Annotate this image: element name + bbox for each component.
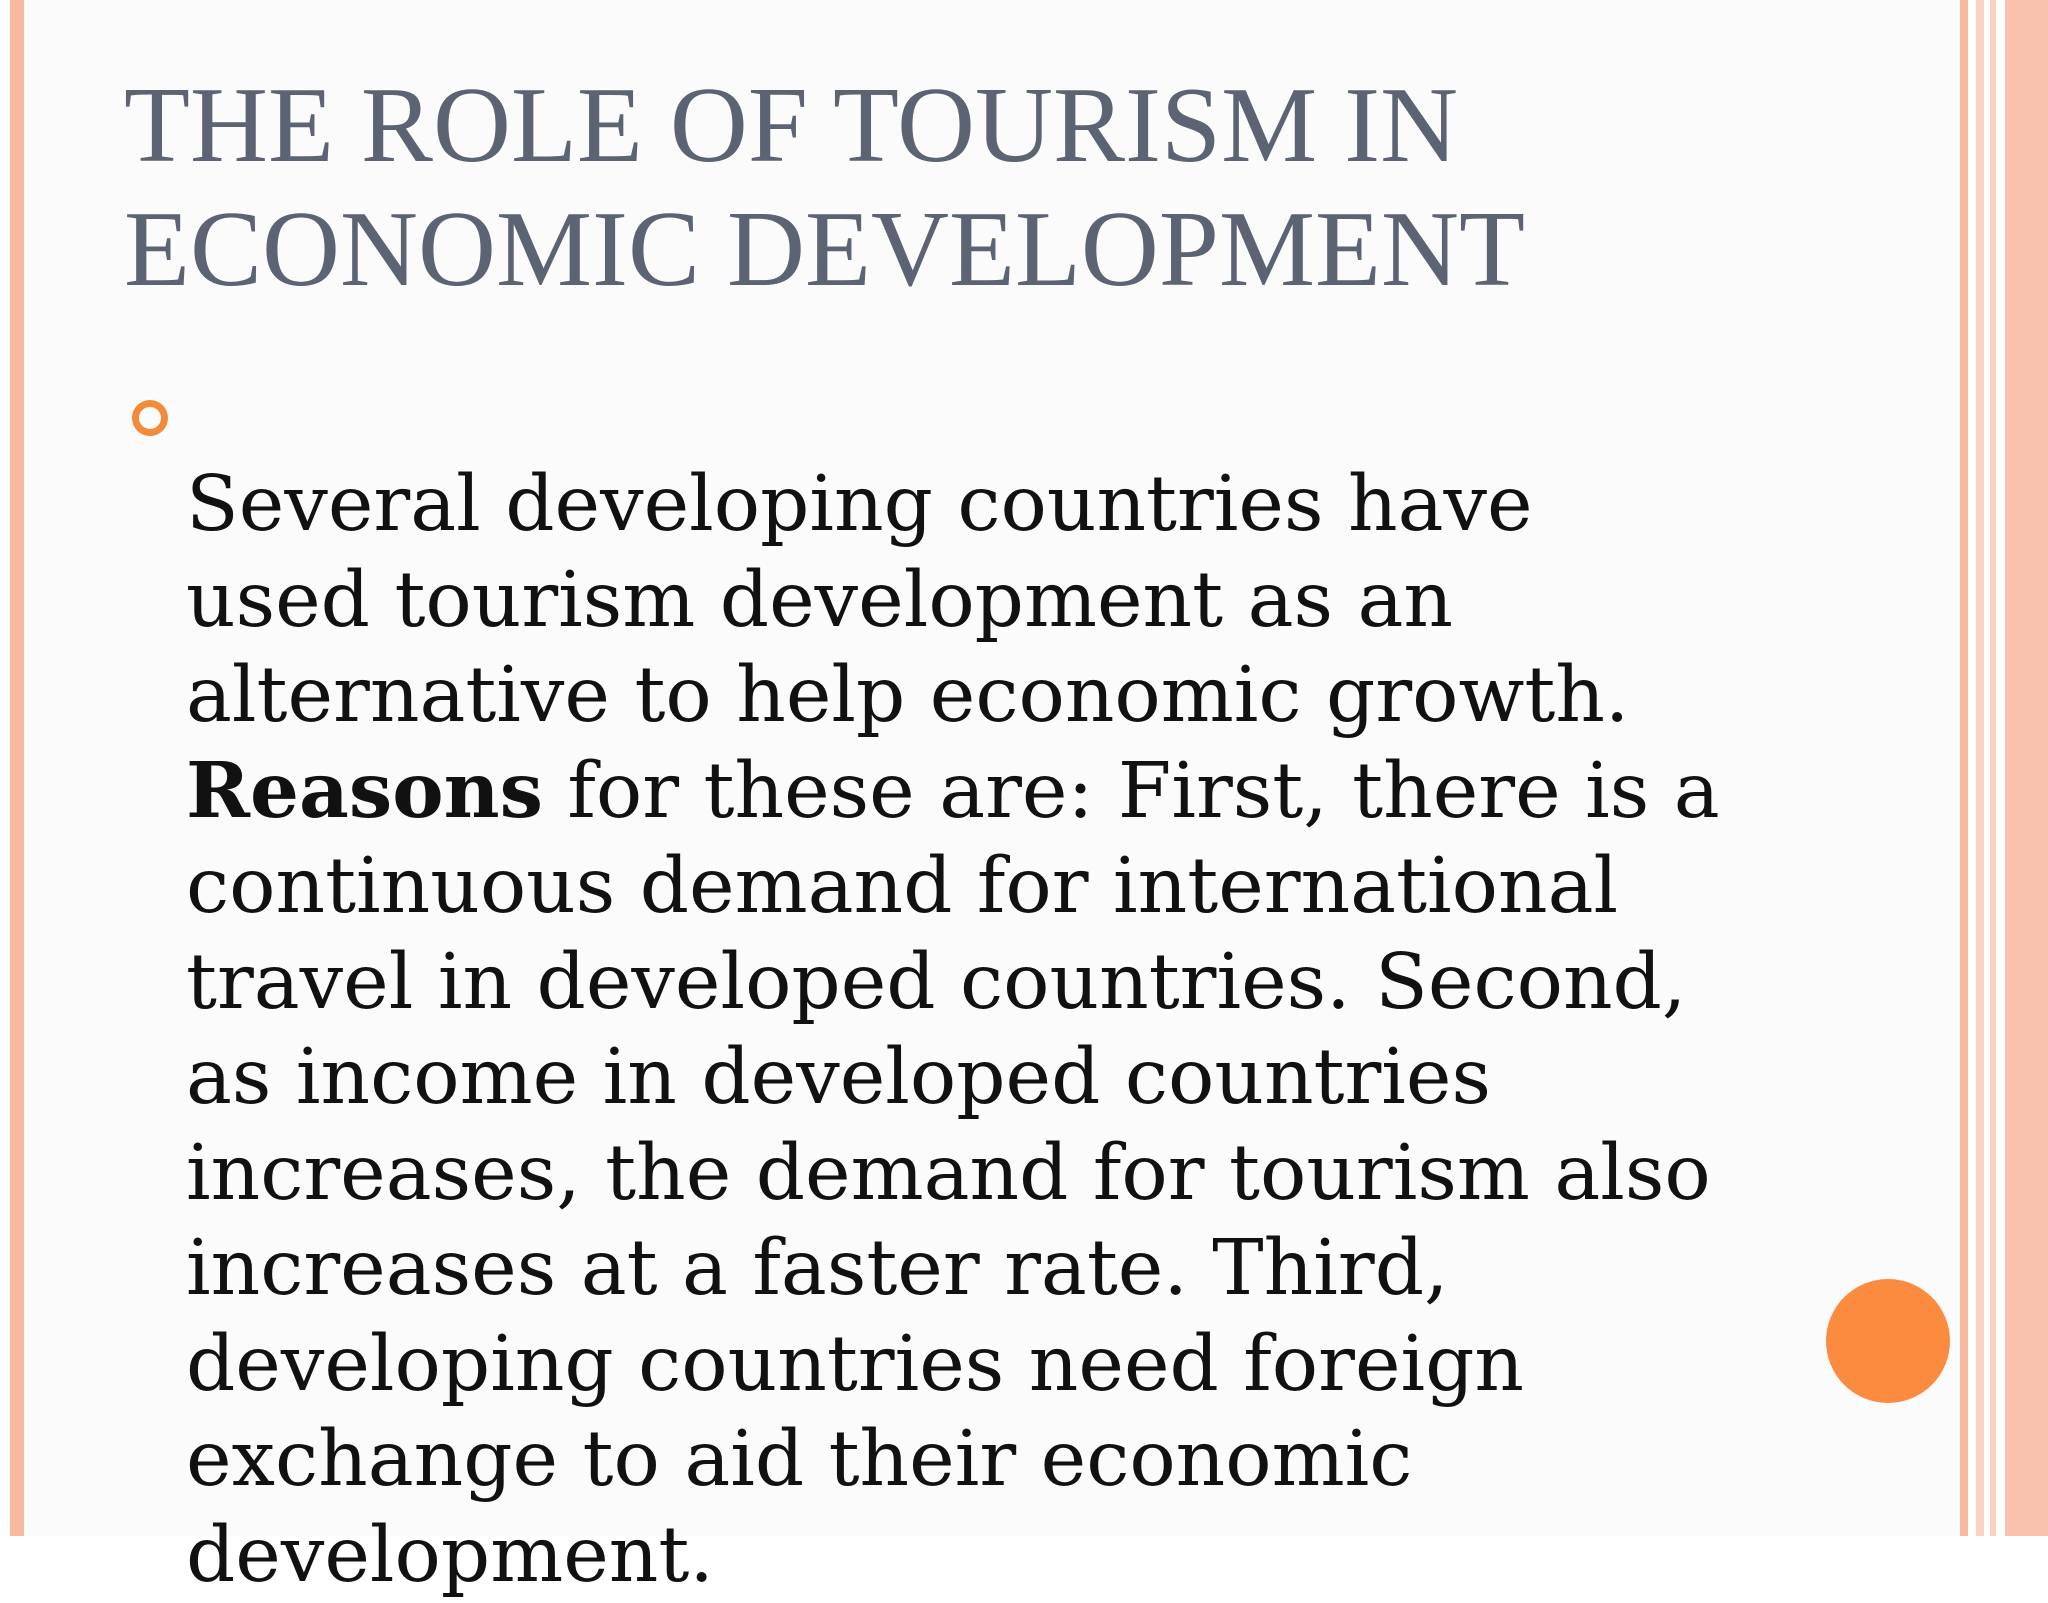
slide-title: [124, 64, 1884, 312]
orange-ring-bullet-icon: [132, 400, 168, 436]
orange-circle-decoration: [1826, 1279, 1950, 1403]
bullet-text-part-1: Several developing countries have used tourism development as an alternative to help economic growth.: [186, 460, 1630, 740]
bullet-text-part-2: for these are: First, there is a continuous demand for international travel in developed countries. Second, as income in developed countries increases, the demand for tourism also increases at a faster rate. Third, developing countries need foreign exchange to aid their economic development.: [186, 746, 1720, 1600]
right-border-stripe: [1976, 0, 1984, 1536]
bold-reasons-text: Reasons: [186, 745, 543, 836]
bullet-paragraph: [186, 457, 1726, 1603]
right-border-stripe: [1960, 0, 1968, 1536]
right-border-stripe: [2005, 0, 2048, 1536]
title-line-1: THE ROLE OF TOURISM IN: [124, 66, 1459, 185]
title-line-2: ECONOMIC DEVELOPMENT: [124, 190, 1525, 309]
right-border-stripe: [1990, 0, 1996, 1536]
left-border-stripe: [10, 0, 24, 1536]
